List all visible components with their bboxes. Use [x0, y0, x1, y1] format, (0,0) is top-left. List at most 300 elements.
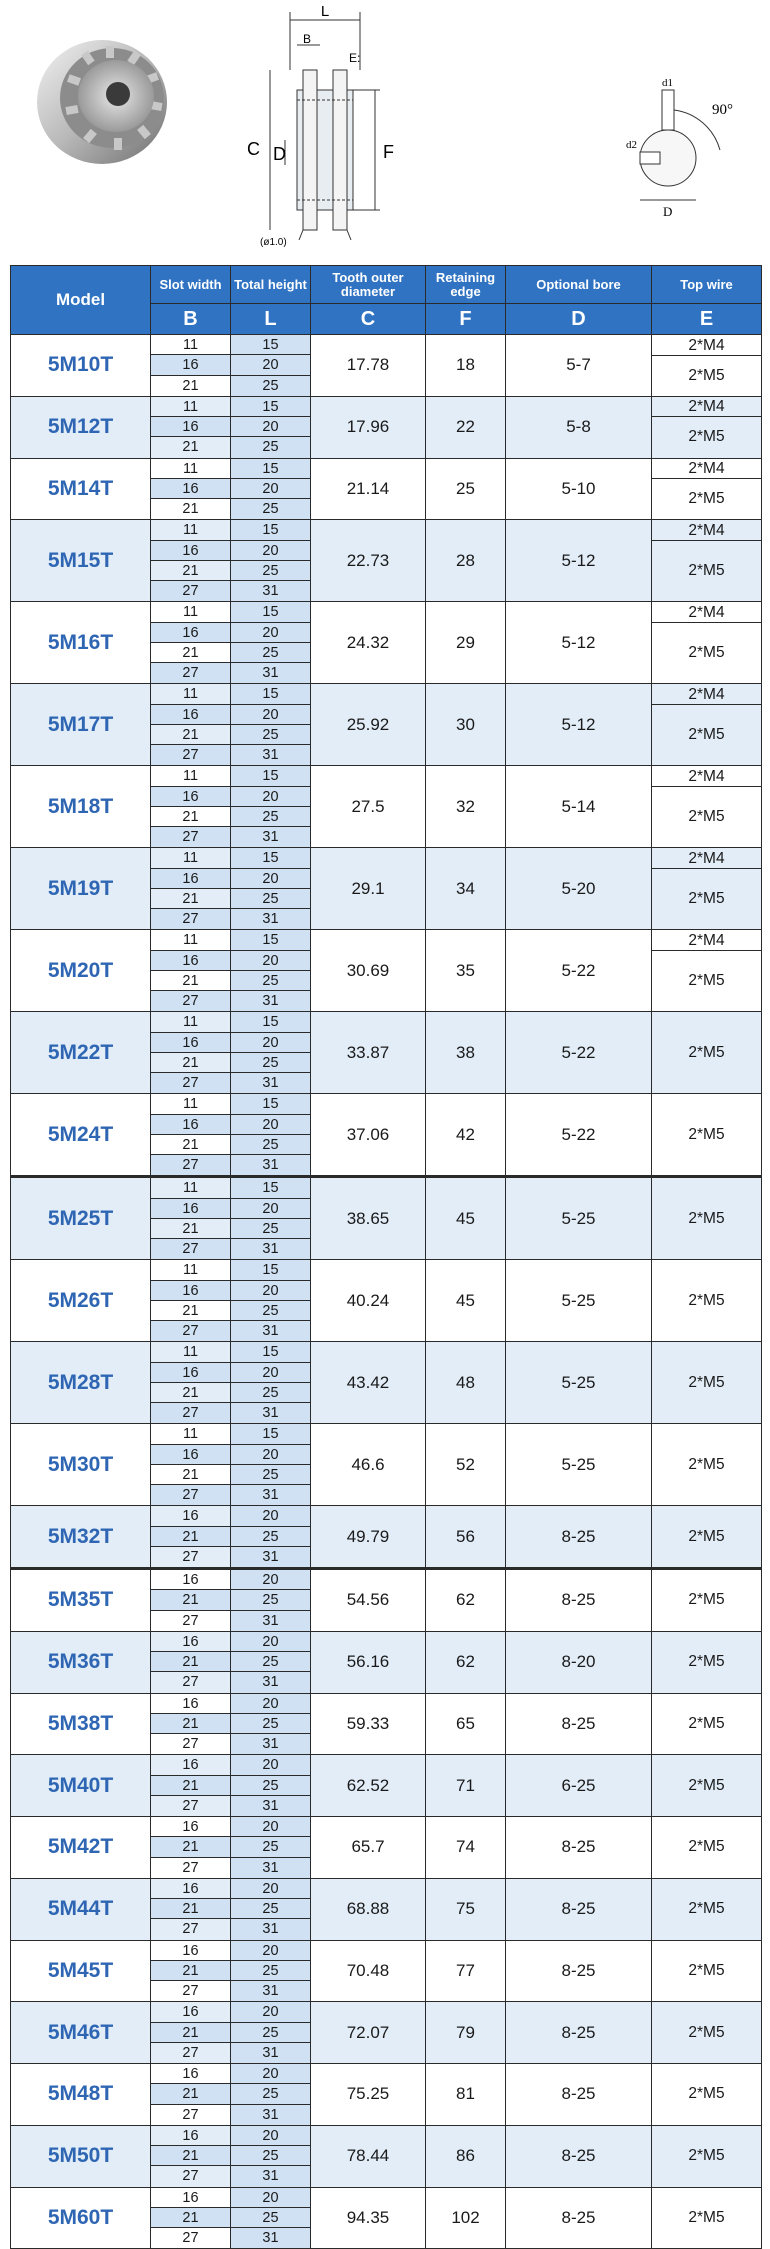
- total-height-cell: [231, 1878, 311, 1940]
- top-wire-cell: [652, 602, 762, 684]
- slot-width-cell: [151, 335, 231, 397]
- optional-bore-cell: 8-25: [506, 1940, 652, 2002]
- model-cell: 5M17T: [11, 684, 151, 766]
- slot-width-value: 16: [151, 1199, 230, 1219]
- top-wire-value: 2*M5: [688, 807, 725, 825]
- slot-width-cell: [151, 1424, 231, 1506]
- table-row: [11, 2187, 762, 2249]
- slot-width-value: 21: [151, 1527, 230, 1547]
- tooth-outer-diameter-cell: 54.56: [311, 1569, 426, 1632]
- retaining-edge-cell: 74: [426, 1817, 506, 1879]
- slot-width-value: 11: [151, 1094, 230, 1114]
- total-height-cell: [231, 1569, 311, 1632]
- total-height-cell: [231, 1342, 311, 1424]
- total-height-value: 31: [231, 663, 310, 683]
- table-row: [11, 1878, 762, 1940]
- slot-width-value: 16: [151, 355, 230, 375]
- retaining-edge-cell: 48: [426, 1342, 506, 1424]
- table-row: [11, 2002, 762, 2064]
- total-height-value: 31: [231, 1485, 310, 1505]
- total-height-value: 31: [231, 827, 310, 847]
- slot-width-cell: [151, 520, 231, 602]
- total-height-value: 25: [231, 1465, 310, 1485]
- total-height-value: 20: [231, 2064, 310, 2084]
- slot-width-value: 27: [151, 1073, 230, 1093]
- table-row: [11, 1755, 762, 1817]
- total-height-value: 25: [231, 2023, 310, 2043]
- slot-width-value: 16: [151, 1755, 230, 1775]
- total-height-value: 20: [231, 2002, 310, 2022]
- total-height-value: 25: [231, 437, 310, 457]
- total-height-cell: [231, 1817, 311, 1879]
- slot-width-value: 16: [151, 1879, 230, 1899]
- total-height-value: 25: [231, 1776, 310, 1796]
- total-height-value: 25: [231, 1714, 310, 1734]
- top-wire-cell: 2*M5: [652, 1012, 762, 1094]
- total-height-value: 20: [231, 623, 310, 643]
- slot-width-value: 21: [182, 377, 199, 394]
- slot-width-cell: [151, 848, 231, 930]
- optional-bore-cell: 5-12: [506, 520, 652, 602]
- total-height-value: 25: [231, 971, 310, 991]
- slot-width-value: 16: [151, 1281, 230, 1301]
- total-height-value: 25: [231, 1053, 310, 1073]
- slot-width-value: 11: [151, 397, 230, 417]
- dim-label-tolerance: (ø1.0): [260, 237, 287, 248]
- slot-width-value: 11: [151, 335, 230, 355]
- slot-width-cell: [151, 396, 231, 458]
- total-height-cell: [231, 1506, 311, 1569]
- model-cell: 5M32T: [11, 1506, 151, 1569]
- model-cell: 5M35T: [11, 1569, 151, 1632]
- top-wire-cell: [652, 520, 762, 602]
- slot-width-cell: [151, 1878, 231, 1940]
- total-height-value: 25: [231, 889, 310, 909]
- optional-bore-cell: 8-25: [506, 1817, 652, 1879]
- model-cell: 5M40T: [11, 1755, 151, 1817]
- slot-width-value: 21: [151, 2023, 230, 2043]
- total-height-value: 25: [231, 499, 310, 519]
- total-height-value: 31: [231, 1796, 310, 1816]
- retaining-edge-cell: 62: [426, 1569, 506, 1632]
- top-wire-cell: 2*M5: [652, 2125, 762, 2187]
- total-height-value: 25: [231, 376, 310, 396]
- table-row: [11, 602, 762, 684]
- slot-width-value: 11: [151, 1342, 230, 1362]
- slot-width-value: 16: [151, 1694, 230, 1714]
- total-height-cell: [231, 602, 311, 684]
- optional-bore-cell: 5-8: [506, 396, 652, 458]
- front-label-D: D: [663, 204, 673, 219]
- slot-width-value: 21: [151, 2146, 230, 2166]
- model-cell: 5M42T: [11, 1817, 151, 1879]
- slot-width-cell: [151, 1177, 231, 1260]
- top-wire-value: 2*M4: [652, 336, 761, 356]
- table-row: [11, 1506, 762, 1569]
- top-wire-cell: [652, 848, 762, 930]
- retaining-edge-cell: 75: [426, 1878, 506, 1940]
- total-height-value: 20: [231, 2188, 310, 2208]
- slot-width-value: 16: [151, 787, 230, 807]
- model-cell: 5M19T: [11, 848, 151, 930]
- dim-label-D: D: [273, 144, 286, 164]
- retaining-edge-cell: 77: [426, 1940, 506, 2002]
- table-row: [11, 1012, 762, 1094]
- slot-width-value: 16: [151, 541, 230, 561]
- slot-width-value: 27: [151, 1672, 230, 1692]
- model-cell: 5M50T: [11, 2125, 151, 2187]
- header-total-height: Total height: [231, 266, 311, 304]
- tooth-outer-diameter-cell: 46.6: [311, 1424, 426, 1506]
- top-wire-value: 2*M4: [652, 685, 761, 705]
- tooth-outer-diameter-cell: 56.16: [311, 1631, 426, 1693]
- total-height-value: 20: [231, 705, 310, 725]
- total-height-value: 25: [231, 1652, 310, 1672]
- total-height-value: 20: [231, 417, 310, 437]
- slot-width-value: 16: [151, 1632, 230, 1652]
- total-height-value: 15: [231, 520, 310, 540]
- slot-width-cell: [151, 1342, 231, 1424]
- total-height-cell: [231, 684, 311, 766]
- model-cell: 5M48T: [11, 2064, 151, 2126]
- total-height-value: 15: [231, 602, 310, 622]
- total-height-value: 25: [231, 1219, 310, 1239]
- slot-width-value: 27: [182, 1736, 199, 1752]
- optional-bore-cell: 5-25: [506, 1424, 652, 1506]
- total-height-value: 31: [231, 1239, 310, 1259]
- slot-width-value: 21: [151, 1590, 230, 1610]
- optional-bore-cell: 8-25: [506, 2064, 652, 2126]
- slot-width-value: 27: [151, 827, 230, 847]
- total-height-value: 20: [231, 1445, 310, 1465]
- total-height-value: 31: [231, 1321, 310, 1341]
- total-height-cell: [231, 1424, 311, 1506]
- header-symbol-B: B: [151, 304, 231, 335]
- slot-width-value: 16: [151, 479, 230, 499]
- optional-bore-cell: 5-22: [506, 1012, 652, 1094]
- total-height-cell: [231, 2187, 311, 2249]
- top-wire-value: 2*M4: [652, 603, 761, 623]
- total-height-value: 31: [231, 991, 310, 1011]
- table-row: [11, 1631, 762, 1693]
- slot-width-value: 27: [182, 1612, 199, 1629]
- dim-label-B: B: [302, 32, 312, 46]
- slot-width-cell: [151, 766, 231, 848]
- retaining-edge-cell: 42: [426, 1094, 506, 1177]
- total-height-value: 31: [231, 2105, 310, 2125]
- pulley-product-image: [30, 30, 185, 170]
- retaining-edge-cell: 45: [426, 1260, 506, 1342]
- total-height-value: 25: [231, 1961, 310, 1981]
- top-wire-cell: 2*M5: [652, 1177, 762, 1260]
- total-height-value: 15: [231, 1012, 310, 1032]
- optional-bore-cell: 8-25: [506, 1693, 652, 1755]
- total-height-value: 31: [231, 1547, 310, 1567]
- total-height-value: 31: [231, 745, 310, 765]
- spec-table-body: [11, 335, 762, 2249]
- total-height-cell: [231, 2125, 311, 2187]
- table-row: [11, 335, 762, 397]
- slot-width-cell: [151, 2187, 231, 2249]
- slot-width-value: 16: [151, 1817, 230, 1837]
- slot-width-value: 16: [151, 951, 230, 971]
- total-height-value: 25: [231, 1301, 310, 1321]
- top-wire-value: 2*M5: [688, 643, 725, 661]
- slot-width-value: 27: [151, 1403, 230, 1423]
- total-height-value: 25: [231, 1590, 310, 1610]
- retaining-edge-cell: 86: [426, 2125, 506, 2187]
- header-model: Model: [11, 266, 151, 335]
- total-height-value: 31: [231, 1073, 310, 1093]
- slot-width-value: 21: [151, 643, 230, 663]
- top-wire-cell: 2*M5: [652, 1260, 762, 1342]
- optional-bore-cell: 5-7: [506, 335, 652, 397]
- slot-width-cell: [151, 684, 231, 766]
- total-height-value: 31: [231, 1981, 310, 2001]
- total-height-value: 31: [231, 1858, 310, 1878]
- slot-width-value: 27: [151, 909, 230, 929]
- retaining-edge-cell: 35: [426, 930, 506, 1012]
- top-wire-cell: 2*M5: [652, 2064, 762, 2126]
- model-cell: 5M44T: [11, 1878, 151, 1940]
- slot-width-cell: [151, 1094, 231, 1177]
- model-cell: 5M15T: [11, 520, 151, 602]
- slot-width-value: 11: [151, 848, 230, 868]
- dim-label-L: L: [320, 3, 330, 20]
- retaining-edge-cell: 65: [426, 1693, 506, 1755]
- slot-width-value: 21: [151, 889, 230, 909]
- total-height-value: 20: [231, 951, 310, 971]
- slot-width-value: 21: [151, 1465, 230, 1485]
- total-height-value: 20: [231, 787, 310, 807]
- table-row: [11, 1569, 762, 1632]
- total-height-value: 20: [231, 1817, 310, 1837]
- optional-bore-cell: 8-25: [506, 2187, 652, 2249]
- model-cell: 5M45T: [11, 1940, 151, 2002]
- model-cell: 5M60T: [11, 2187, 151, 2249]
- total-height-value: 31: [231, 1734, 310, 1754]
- total-height-cell: [231, 458, 311, 520]
- total-height-value: 15: [231, 1260, 310, 1280]
- table-row: [11, 1177, 762, 1260]
- table-row: [11, 684, 762, 766]
- top-wire-cell: 2*M5: [652, 1940, 762, 2002]
- dim-label-C: C: [247, 139, 260, 159]
- retaining-edge-cell: 38: [426, 1012, 506, 1094]
- tooth-outer-diameter-cell: 21.14: [311, 458, 426, 520]
- model-cell: 5M26T: [11, 1260, 151, 1342]
- optional-bore-cell: 5-25: [506, 1342, 652, 1424]
- total-height-value: 31: [231, 2043, 310, 2063]
- total-height-cell: [231, 1940, 311, 2002]
- tooth-outer-diameter-cell: 62.52: [311, 1755, 426, 1817]
- slot-width-cell: [151, 1506, 231, 1569]
- top-wire-cell: 2*M5: [652, 1693, 762, 1755]
- total-height-value: 25: [231, 2084, 310, 2104]
- header-slot-width: Slot width: [151, 266, 231, 304]
- slot-width-value: 27: [151, 1485, 230, 1505]
- top-wire-value: 2*M4: [652, 849, 761, 869]
- front-label-d1: d1: [662, 77, 673, 89]
- top-wire-value: 2*M5: [688, 971, 725, 989]
- top-wire-cell: 2*M5: [652, 1094, 762, 1177]
- slot-width-value: 21: [151, 1776, 230, 1796]
- slot-width-cell: [151, 1569, 231, 1632]
- slot-width-value: 11: [151, 684, 230, 704]
- slot-width-value: 21: [151, 1899, 230, 1919]
- slot-width-value: 16: [151, 2126, 230, 2146]
- total-height-value: 15: [231, 459, 310, 479]
- optional-bore-cell: 8-25: [506, 2125, 652, 2187]
- model-cell: 5M28T: [11, 1342, 151, 1424]
- model-cell: 5M25T: [11, 1177, 151, 1260]
- top-wire-cell: 2*M5: [652, 1342, 762, 1424]
- tooth-outer-diameter-cell: 27.5: [311, 766, 426, 848]
- total-height-value: 15: [231, 684, 310, 704]
- table-row: [11, 2125, 762, 2187]
- table-row: [11, 930, 762, 1012]
- retaining-edge-cell: 32: [426, 766, 506, 848]
- optional-bore-cell: 5-25: [506, 1177, 652, 1260]
- total-height-value: 20: [231, 1941, 310, 1961]
- tooth-outer-diameter-cell: 94.35: [311, 2187, 426, 2249]
- retaining-edge-cell: 45: [426, 1177, 506, 1260]
- slot-width-value: 16: [151, 2188, 230, 2208]
- total-height-value: 15: [231, 1094, 310, 1114]
- slot-width-cell: [151, 458, 231, 520]
- tooth-outer-diameter-cell: 22.73: [311, 520, 426, 602]
- tooth-outer-diameter-cell: 78.44: [311, 2125, 426, 2187]
- slot-width-value: 21: [151, 1837, 230, 1857]
- top-wire-value: 2*M5: [688, 889, 725, 907]
- total-height-cell: [231, 520, 311, 602]
- retaining-edge-cell: 34: [426, 848, 506, 930]
- model-cell: 5M14T: [11, 458, 151, 520]
- model-cell: 5M16T: [11, 602, 151, 684]
- model-cell: 5M18T: [11, 766, 151, 848]
- front-label-d2: d2: [626, 139, 637, 151]
- tooth-outer-diameter-cell: 17.96: [311, 396, 426, 458]
- slot-width-value: 21: [151, 725, 230, 745]
- retaining-edge-cell: 102: [426, 2187, 506, 2249]
- header-symbol-F: F: [426, 304, 506, 335]
- slot-width-value: 27: [151, 581, 230, 601]
- slot-width-value: 21: [151, 971, 230, 991]
- total-height-value: 20: [231, 1199, 310, 1219]
- optional-bore-cell: 5-12: [506, 684, 652, 766]
- slot-width-value: 16: [151, 1941, 230, 1961]
- slot-width-value: 21: [151, 1219, 230, 1239]
- diagram-area: [0, 0, 770, 265]
- model-cell: 5M24T: [11, 1094, 151, 1177]
- top-wire-cell: [652, 458, 762, 520]
- retaining-edge-cell: 30: [426, 684, 506, 766]
- total-height-cell: [231, 335, 311, 397]
- total-height-value: 25: [231, 725, 310, 745]
- total-height-value: 15: [231, 1424, 310, 1444]
- slot-width-cell: [151, 1755, 231, 1817]
- total-height-cell: [231, 1693, 311, 1755]
- slot-width-value: 27: [151, 1796, 230, 1816]
- tooth-outer-diameter-cell: 30.69: [311, 930, 426, 1012]
- tooth-outer-diameter-cell: 72.07: [311, 2002, 426, 2064]
- slot-width-value: 16: [151, 1363, 230, 1383]
- slot-width-value: 11: [151, 520, 230, 540]
- slot-width-value: 16: [151, 1570, 230, 1590]
- slot-width-value: 21: [151, 1961, 230, 1981]
- model-cell: 5M12T: [11, 396, 151, 458]
- top-wire-value: 2*M4: [652, 459, 761, 479]
- total-height-value: 31: [231, 1403, 310, 1423]
- retaining-edge-cell: 25: [426, 458, 506, 520]
- slot-width-value: 21: [151, 561, 230, 581]
- slot-width-value: 16: [151, 417, 230, 437]
- total-height-value: 31: [231, 2166, 310, 2186]
- total-height-value: 25: [231, 1899, 310, 1919]
- slot-width-value: 27: [151, 1547, 230, 1567]
- top-wire-value: 2*M5: [688, 490, 725, 507]
- tooth-outer-diameter-cell: 24.32: [311, 602, 426, 684]
- header-symbol-L: L: [231, 304, 311, 335]
- retaining-edge-cell: 18: [426, 335, 506, 397]
- top-wire-value: 2*M4: [652, 931, 761, 951]
- retaining-edge-cell: 81: [426, 2064, 506, 2126]
- total-height-cell: [231, 396, 311, 458]
- slot-width-value: 16: [151, 1506, 230, 1526]
- total-height-value: 15: [231, 397, 310, 417]
- total-height-cell: [231, 766, 311, 848]
- total-height-value: 25: [231, 561, 310, 581]
- total-height-value: 20: [231, 1281, 310, 1301]
- top-wire-cell: [652, 684, 762, 766]
- dim-label-F: F: [383, 142, 394, 162]
- table-row: [11, 458, 762, 520]
- retaining-edge-cell: 52: [426, 1424, 506, 1506]
- header-tooth-outer-diameter: Tooth outer diameter: [311, 266, 426, 304]
- top-wire-value: 2*M5: [688, 725, 725, 743]
- slot-width-value: 21: [151, 1301, 230, 1321]
- optional-bore-cell: 8-25: [506, 1569, 652, 1632]
- top-wire-value: 2*M5: [688, 561, 725, 579]
- optional-bore-cell: 8-20: [506, 1631, 652, 1693]
- slot-width-value: 21: [151, 1135, 230, 1155]
- slot-width-value: 27: [182, 1983, 199, 1999]
- total-height-value: 20: [231, 1879, 310, 1899]
- slot-width-value: 21: [151, 1053, 230, 1073]
- optional-bore-cell: 6-25: [506, 1755, 652, 1817]
- slot-width-cell: [151, 2002, 231, 2064]
- total-height-value: 31: [231, 1611, 310, 1631]
- total-height-value: 31: [231, 2228, 310, 2248]
- top-wire-cell: 2*M5: [652, 1424, 762, 1506]
- optional-bore-cell: 5-12: [506, 602, 652, 684]
- tooth-outer-diameter-cell: 65.7: [311, 1817, 426, 1879]
- slot-width-value: 11: [151, 930, 230, 950]
- total-height-value: 20: [231, 355, 310, 375]
- slot-width-cell: [151, 1631, 231, 1693]
- model-cell: 5M38T: [11, 1693, 151, 1755]
- slot-width-value: 27: [151, 991, 230, 1011]
- tooth-outer-diameter-cell: 43.42: [311, 1342, 426, 1424]
- tooth-outer-diameter-cell: 29.1: [311, 848, 426, 930]
- top-wire-value: 2*M5: [688, 428, 725, 446]
- total-height-cell: [231, 930, 311, 1012]
- total-height-value: 15: [231, 1178, 310, 1198]
- total-height-value: 15: [231, 766, 310, 786]
- total-height-cell: [231, 1012, 311, 1094]
- total-height-value: 15: [231, 930, 310, 950]
- slot-width-cell: [151, 2064, 231, 2126]
